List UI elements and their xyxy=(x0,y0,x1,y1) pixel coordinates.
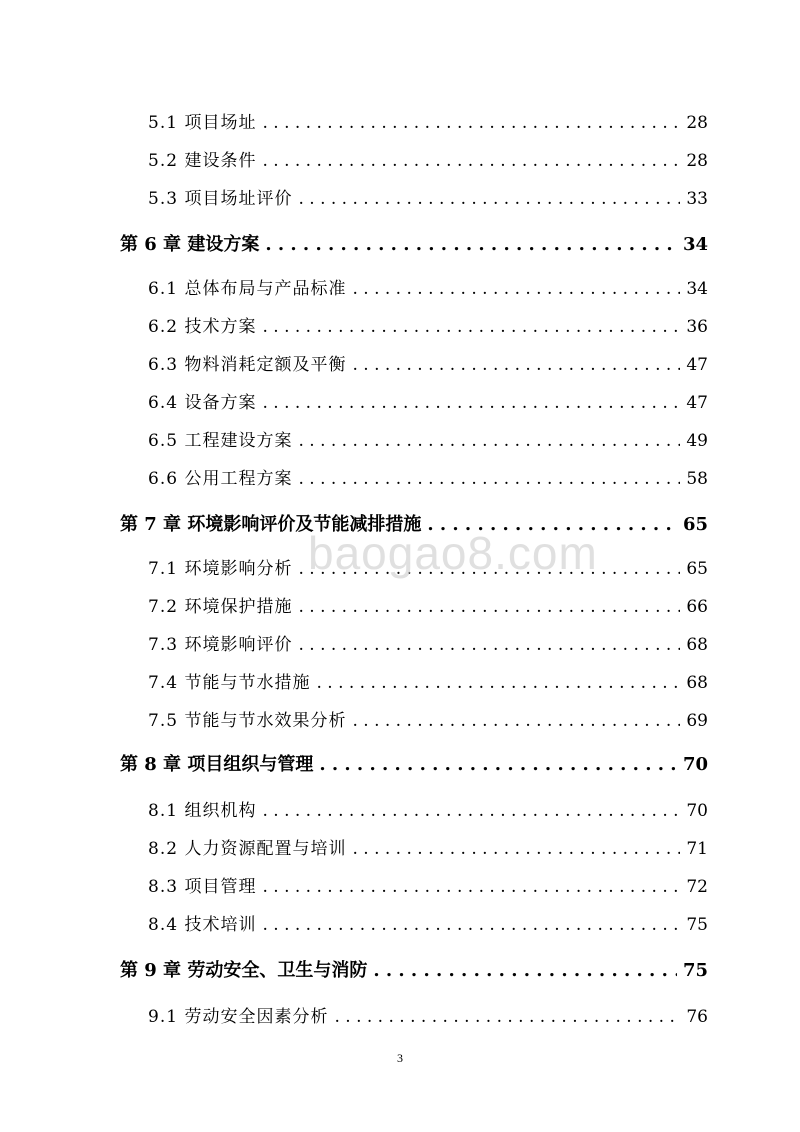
toc-entry-7-1[interactable] xyxy=(148,550,708,580)
toc-dot-leader xyxy=(262,112,680,134)
toc-entry-title: 6.1 总体布局与产品标准 xyxy=(148,279,347,299)
toc-dot-leader xyxy=(262,392,680,414)
toc-chapter-title: 第 7 章 环境影响评价及节能减排措施 xyxy=(120,514,422,535)
toc-chapter-page: 65 xyxy=(682,514,708,535)
toc-entry-title: 7.4 节能与节水措施 xyxy=(148,673,311,693)
toc-entry-title: 8.2 人力资源配置与培训 xyxy=(148,839,347,859)
toc-dot-leader xyxy=(352,278,680,300)
toc-chapter-title: 第 6 章 建设方案 xyxy=(120,234,260,255)
toc-entry-page: 76 xyxy=(686,1007,708,1027)
toc-entry-title: 5.3 项目场址评价 xyxy=(148,189,293,209)
toc-entry-6-1[interactable] xyxy=(148,270,708,300)
toc-chapter-page: 70 xyxy=(682,754,708,775)
toc-dot-leader xyxy=(262,800,680,822)
toc-entry-8-4[interactable] xyxy=(148,906,708,936)
toc-entry-6-2[interactable] xyxy=(148,308,708,338)
toc-entry-7-3[interactable] xyxy=(148,626,708,656)
page-number: 3 xyxy=(397,1051,403,1065)
toc-entry-page: 66 xyxy=(686,597,708,617)
toc-entry-7-2[interactable] xyxy=(148,588,708,618)
toc-entry-page: 75 xyxy=(686,915,708,935)
toc-entry-page: 47 xyxy=(686,393,708,413)
toc-entry-title: 7.2 环境保护措施 xyxy=(148,597,293,617)
toc-dot-leader xyxy=(352,354,680,376)
toc-entry-title: 6.3 物料消耗定额及平衡 xyxy=(148,355,347,375)
toc-entry-page: 65 xyxy=(686,559,708,579)
toc-dot-leader xyxy=(262,150,680,172)
toc-entry-page: 47 xyxy=(686,355,708,375)
toc-chapter-6[interactable] xyxy=(120,226,708,256)
toc-dot-leader xyxy=(262,876,680,898)
toc-entry-title: 8.3 项目管理 xyxy=(148,877,257,897)
toc-entry-page: 68 xyxy=(686,635,708,655)
toc-entry-title: 9.1 劳动安全因素分析 xyxy=(148,1007,329,1027)
toc-entry-8-2[interactable] xyxy=(148,830,708,860)
toc-entry-title: 6.5 工程建设方案 xyxy=(148,431,293,451)
toc-entry-page: 72 xyxy=(686,877,708,897)
toc-entry-page: 36 xyxy=(686,317,708,337)
toc-entry-title: 8.4 技术培训 xyxy=(148,915,257,935)
toc-chapter-page: 34 xyxy=(682,234,708,255)
toc-entry-5-1[interactable] xyxy=(148,104,708,134)
toc-dot-leader xyxy=(427,514,677,536)
toc-entry-8-3[interactable] xyxy=(148,868,708,898)
toc-entry-7-4[interactable] xyxy=(148,664,708,694)
toc-dot-leader xyxy=(373,960,677,982)
toc-entry-title: 7.1 环境影响分析 xyxy=(148,559,293,579)
toc-entry-page: 69 xyxy=(686,711,708,731)
toc-dot-leader xyxy=(352,710,680,732)
toc-entry-6-3[interactable] xyxy=(148,346,708,376)
toc-entry-title: 5.1 项目场址 xyxy=(148,113,257,133)
toc-entry-7-5[interactable] xyxy=(148,702,708,732)
toc-dot-leader xyxy=(319,754,677,776)
toc-dot-leader xyxy=(262,914,680,936)
toc-dot-leader xyxy=(316,672,680,694)
toc-entry-page: 58 xyxy=(686,469,708,489)
toc-entry-8-1[interactable] xyxy=(148,792,708,822)
toc-dot-leader xyxy=(298,188,680,210)
toc-dot-leader xyxy=(298,558,680,580)
toc-entry-title: 6.6 公用工程方案 xyxy=(148,469,293,489)
toc-dot-leader xyxy=(265,234,677,256)
toc-entry-5-3[interactable] xyxy=(148,180,708,210)
toc-entry-6-5[interactable] xyxy=(148,422,708,452)
toc-entry-page: 70 xyxy=(686,801,708,821)
toc-dot-leader xyxy=(298,634,680,656)
toc-entry-page: 68 xyxy=(686,673,708,693)
toc-entry-page: 71 xyxy=(686,839,708,859)
toc-dot-leader xyxy=(334,1006,680,1028)
toc-entry-page: 28 xyxy=(686,151,708,171)
toc-dot-leader xyxy=(298,596,680,618)
toc-entry-page: 28 xyxy=(686,113,708,133)
toc-entry-page: 34 xyxy=(686,279,708,299)
toc-entry-title: 6.2 技术方案 xyxy=(148,317,257,337)
toc-entry-6-4[interactable] xyxy=(148,384,708,414)
toc-dot-leader xyxy=(298,468,680,490)
toc-dot-leader xyxy=(298,430,680,452)
toc-chapter-9[interactable] xyxy=(120,952,708,982)
toc-entry-9-1[interactable] xyxy=(148,998,708,1028)
toc-entry-title: 8.1 组织机构 xyxy=(148,801,257,821)
toc-entry-page: 33 xyxy=(686,189,708,209)
toc-entry-title: 7.5 节能与节水效果分析 xyxy=(148,711,347,731)
toc-entry-6-6[interactable] xyxy=(148,460,708,490)
watermark-text: baogao8.com xyxy=(308,527,598,579)
toc-entry-title: 7.3 环境影响评价 xyxy=(148,635,293,655)
toc-entry-title: 6.4 设备方案 xyxy=(148,393,257,413)
toc-dot-leader xyxy=(352,838,680,860)
toc-chapter-8[interactable] xyxy=(120,746,708,776)
toc-chapter-page: 75 xyxy=(682,960,708,981)
toc-dot-leader xyxy=(262,316,680,338)
toc-entry-title: 5.2 建设条件 xyxy=(148,151,257,171)
toc-chapter-title: 第 9 章 劳动安全、卫生与消防 xyxy=(120,960,368,981)
toc-entry-page: 49 xyxy=(686,431,708,451)
toc-entry-5-2[interactable] xyxy=(148,142,708,172)
toc-chapter-title: 第 8 章 项目组织与管理 xyxy=(120,754,314,775)
toc-chapter-7[interactable] xyxy=(120,506,708,536)
